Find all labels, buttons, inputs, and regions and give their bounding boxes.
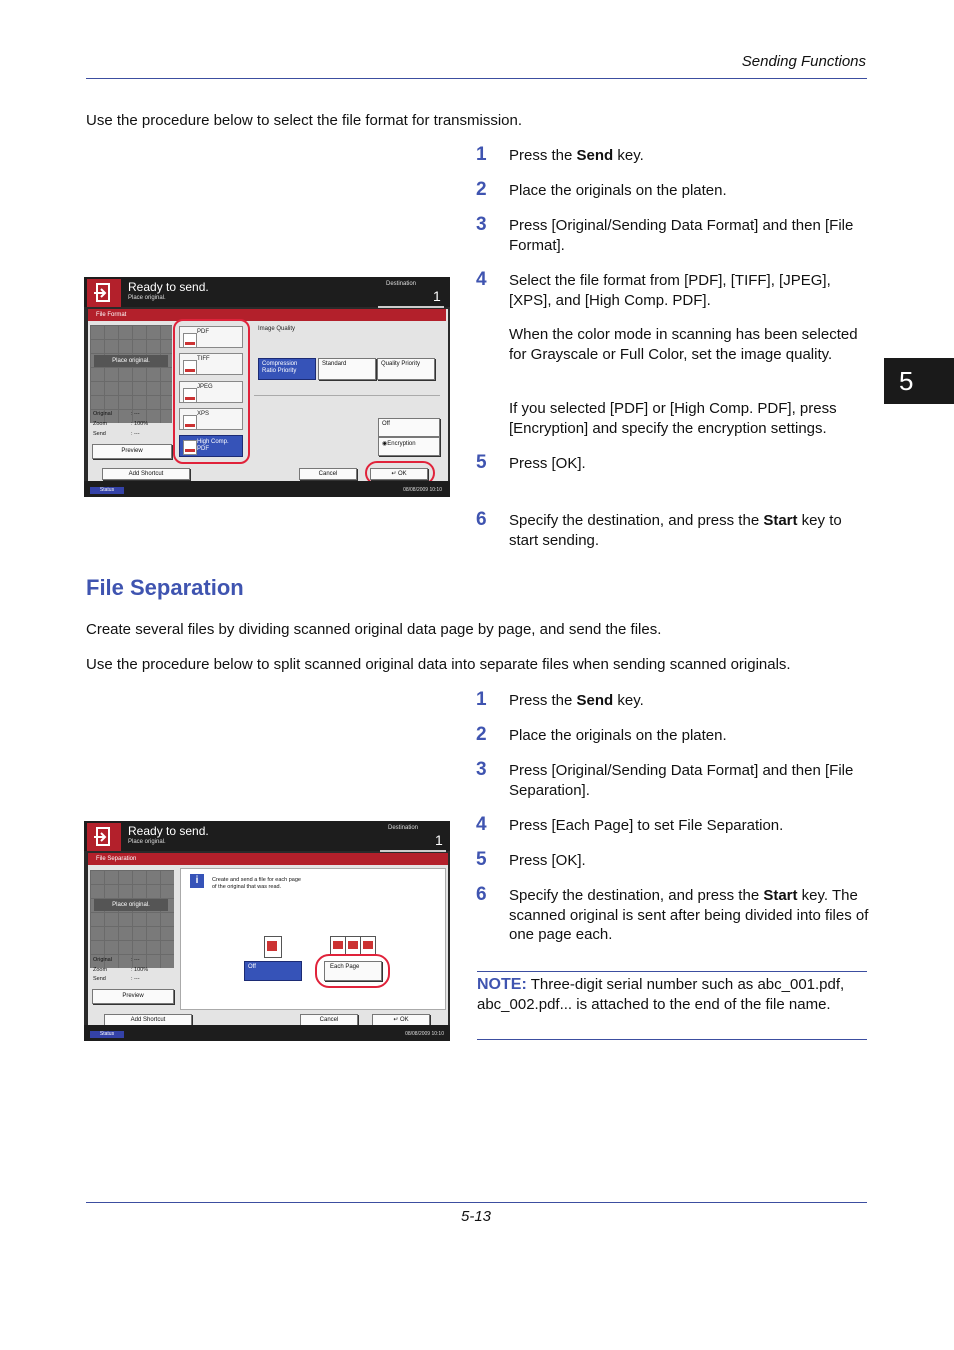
step-text: Press the Send key. <box>509 692 644 709</box>
info-send: Send : --- <box>93 976 140 982</box>
xps-format-button[interactable]: XPS <box>179 408 243 430</box>
step-number: 6 <box>476 884 487 905</box>
step-text: Place the originals on the platen. <box>509 182 727 199</box>
file-separation-screenshot <box>84 821 450 1041</box>
step-number: 1 <box>476 689 487 710</box>
panel-bottom-bar <box>84 481 450 497</box>
description-line-1: Create and send a file for each page <box>212 877 301 883</box>
each-page-highlight-ring <box>315 954 390 988</box>
ok-button[interactable]: ↵ OK <box>370 468 428 480</box>
panel-title: Ready to send. <box>128 824 209 838</box>
compression-ratio-priority-button[interactable]: Compression Ratio Priority <box>258 358 316 380</box>
off-button[interactable]: Off <box>244 961 302 981</box>
step-number: 2 <box>476 179 487 200</box>
destination-count: 1 <box>433 288 441 304</box>
step-text: Select the file format from [PDF], [TIFF], [JPEG], [XPS], and [High Comp. PDF]. <box>509 272 831 309</box>
place-original-label: Place original. <box>94 355 168 367</box>
panel-top-bar <box>84 821 450 851</box>
note-rule-top <box>477 971 867 972</box>
step-text: Specify the destination, and press the Start key to start sending. <box>509 512 842 549</box>
radio-icon: ◉ <box>382 441 388 447</box>
section-paragraph-2: Use the procedure below to split scanned original data into separate files when sending scanned originals. <box>86 656 791 673</box>
step-text: Specify the destination, and press the Start key. The scanned original is sent after being divided into files of one page each. <box>509 887 869 943</box>
cancel-button[interactable]: Cancel <box>300 1014 358 1026</box>
info-zoom: Zoom : 100% <box>93 421 149 427</box>
info-zoom: Zoom : 100% <box>93 967 149 973</box>
datetime: 08/08/2009 10:10 <box>405 1031 444 1037</box>
each-page-button[interactable]: Each Page <box>324 961 382 981</box>
image-quality-label: Image Quality <box>258 326 296 332</box>
section-paragraph-1: Create several files by dividing scanned original data page by page, and send the files. <box>86 621 662 638</box>
step-text: Press [OK]. <box>509 455 586 472</box>
note <box>477 975 867 1014</box>
panel-subtitle: Place original. <box>128 839 166 845</box>
panel-bottom-bar <box>84 1025 450 1041</box>
cancel-button[interactable]: Cancel <box>299 468 357 480</box>
send-icon <box>87 279 121 307</box>
quality-divider <box>254 395 440 396</box>
step-text: Press [OK]. <box>509 852 586 869</box>
step-text: Press [Original/Sending Data Format] and then [File Separation]. <box>509 762 854 799</box>
description-line-2: of the original that was read. <box>212 884 282 890</box>
step-number: 5 <box>476 452 487 473</box>
step-number: 2 <box>476 724 487 745</box>
quality-priority-button[interactable]: Quality Priority <box>377 358 435 380</box>
step-text: Press [Each Page] to set File Separation. <box>509 817 784 834</box>
send-icon <box>87 823 121 851</box>
info-send: Send : --- <box>93 431 140 437</box>
step-number: 3 <box>476 759 487 780</box>
step-number: 4 <box>476 814 487 835</box>
ok-button[interactable]: ↵ OK <box>372 1014 430 1026</box>
footer-rule <box>86 1202 867 1203</box>
note-text: Three-digit serial number such as abc_001.pdf, abc_002.pdf... is attached to the end of the file name. <box>477 976 845 1013</box>
enter-icon: ↵ <box>393 1017 401 1023</box>
file-format-screenshot <box>84 277 450 497</box>
intro-paragraph: Use the procedure below to select the file format for transmission. <box>86 112 523 129</box>
destination-label: Destination <box>388 825 419 831</box>
step-number: 3 <box>476 214 487 235</box>
step-text: Press the Send key. <box>509 147 644 164</box>
tiff-format-button[interactable]: TIFF <box>179 353 243 375</box>
step-number: 4 <box>476 269 487 290</box>
note-rule-bottom <box>477 1039 867 1040</box>
chapter-tab: 5 <box>884 358 954 404</box>
encryption-button[interactable]: ◉Encryption <box>378 437 440 456</box>
step-subtext: When the color mode in scanning has been selected for Grayscale or Full Color, set the image quality. <box>509 326 858 363</box>
panel-subtitle: Place original. <box>128 295 166 301</box>
step-number: 1 <box>476 144 487 165</box>
section-title: File Separation <box>86 575 244 600</box>
preview-area <box>90 870 174 968</box>
header-rule <box>86 78 867 79</box>
page-number: 5-13 <box>461 1208 492 1225</box>
destination-rule <box>380 850 446 852</box>
status-button[interactable]: Status <box>90 487 124 494</box>
high-comp-pdf-button[interactable]: High Comp. PDF <box>179 435 243 457</box>
destination-label: Destination <box>386 281 417 287</box>
status-button[interactable]: Status <box>90 1031 124 1038</box>
panel-header: File Format <box>88 309 446 321</box>
panel-title: Ready to send. <box>128 280 209 294</box>
step-text: Press [Original/Sending Data Format] and then [File Format]. <box>509 217 854 254</box>
note-label: NOTE: <box>477 976 527 993</box>
info-icon: i <box>190 874 204 888</box>
destination-rule <box>378 306 444 308</box>
preview-button[interactable]: Preview <box>92 444 172 459</box>
single-file-icon <box>264 936 282 958</box>
info-original: Original : --- <box>93 957 140 963</box>
info-original: Original : --- <box>93 411 140 417</box>
step-number: 6 <box>476 509 487 530</box>
running-header: Sending Functions <box>741 53 866 70</box>
encryption-off-button[interactable]: Off <box>378 418 440 437</box>
panel-header: File Separation <box>88 853 448 865</box>
format-highlight-ring <box>173 319 250 464</box>
add-shortcut-button[interactable]: Add Shortcut <box>102 468 190 480</box>
destination-count: 1 <box>435 832 443 848</box>
preview-area <box>90 325 172 423</box>
datetime: 08/08/2009 10:10 <box>403 487 442 493</box>
enter-icon: ↵ <box>391 471 399 477</box>
step-subtext: If you selected [PDF] or [High Comp. PDF], press [Encryption] and specify the encryption settings. <box>509 400 837 437</box>
standard-quality-button[interactable]: Standard <box>318 358 376 380</box>
add-shortcut-button[interactable]: Add Shortcut <box>104 1014 192 1026</box>
jpeg-format-button[interactable]: JPEG <box>179 381 243 403</box>
step-number: 5 <box>476 849 487 870</box>
place-original-label: Place original. <box>94 899 168 911</box>
step-text: Place the originals on the platen. <box>509 727 727 744</box>
pdf-format-button[interactable]: PDF <box>179 326 243 348</box>
preview-button[interactable]: Preview <box>92 989 174 1004</box>
panel-top-bar <box>84 277 450 307</box>
multi-file-icon <box>330 936 376 956</box>
